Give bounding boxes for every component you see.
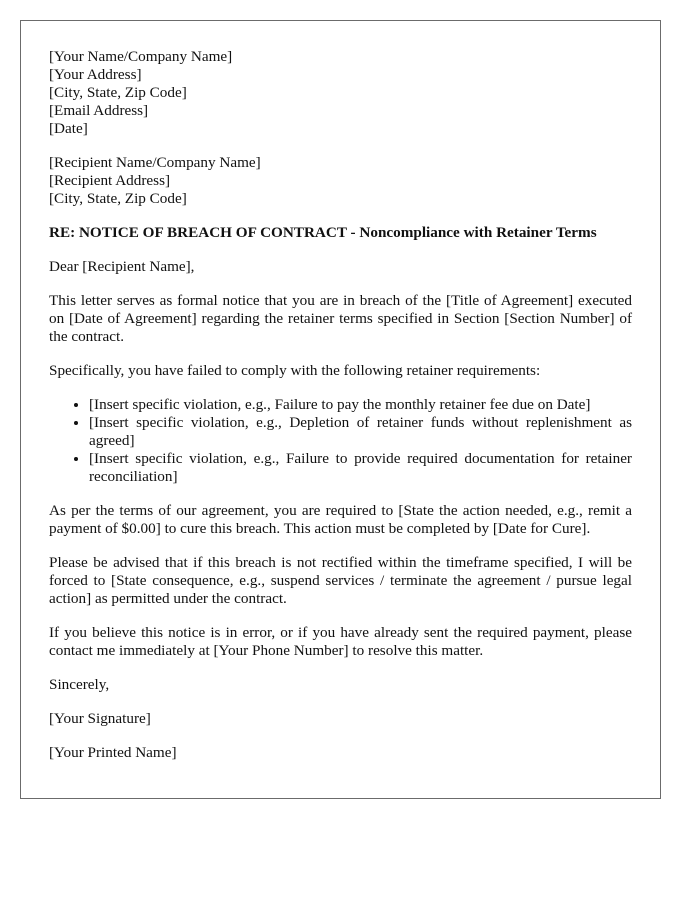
list-item: • [Insert specific violation, e.g., Depletion of retainer funds without replenishment as agreed] — [89, 414, 632, 450]
printed-name: [Your Printed Name] — [49, 744, 177, 761]
sender-address: [Your Address] — [49, 66, 142, 83]
recipient-block — [49, 154, 632, 208]
contact-paragraph: If you believe this notice is in error, or if you have already sent the required payment, please contact me immediately at [Your Phone Number] to resolve this matter. — [49, 624, 632, 659]
consequence-paragraph: Please be advised that if this breach is not rectified within the timeframe specified, I will be forced to [State consequence, e.g., suspend services / terminate the agreement / pursue legal action] as permitted under the contract. — [49, 554, 632, 607]
recipient-address: [Recipient Address] — [49, 172, 171, 189]
violations-list — [49, 396, 632, 486]
list-item: • [Insert specific violation, e.g., Failure to pay the monthly retainer fee due on Date] — [89, 396, 632, 414]
intro-paragraph: This letter serves as formal notice that you are in breach of the [Title of Agreement] executed on [Date of Agreement] regarding the retainer terms specified in Section [Section Number] of the contract. — [49, 292, 632, 345]
sender-block — [49, 48, 632, 138]
signoff: Sincerely, — [49, 676, 110, 693]
sender-city: [City, State, Zip Code] — [49, 84, 187, 101]
sender-email: [Email Address] — [49, 102, 149, 119]
letter-document — [20, 20, 661, 799]
recipient-name: [Recipient Name/Company Name] — [49, 154, 261, 171]
cure-paragraph: As per the terms of our agreement, you are required to [State the action needed, e.g., remit a payment of $0.00] to cure this breach. This action must be completed by [Date for Cure]. — [49, 502, 632, 537]
sender-date: [Date] — [49, 120, 88, 137]
signature: [Your Signature] — [49, 710, 151, 727]
salutation: Dear [Recipient Name], — [49, 258, 195, 275]
violations-intro: Specifically, you have failed to comply with the following retainer requirements: — [49, 362, 541, 379]
list-item: • [Insert specific violation, e.g., Failure to provide required documentation for retainer reconciliation] — [89, 450, 632, 486]
sender-name: [Your Name/Company Name] — [49, 48, 233, 65]
recipient-city: [City, State, Zip Code] — [49, 190, 187, 207]
subject-line: RE: NOTICE OF BREACH OF CONTRACT - Noncompliance with Retainer Terms — [49, 224, 597, 241]
